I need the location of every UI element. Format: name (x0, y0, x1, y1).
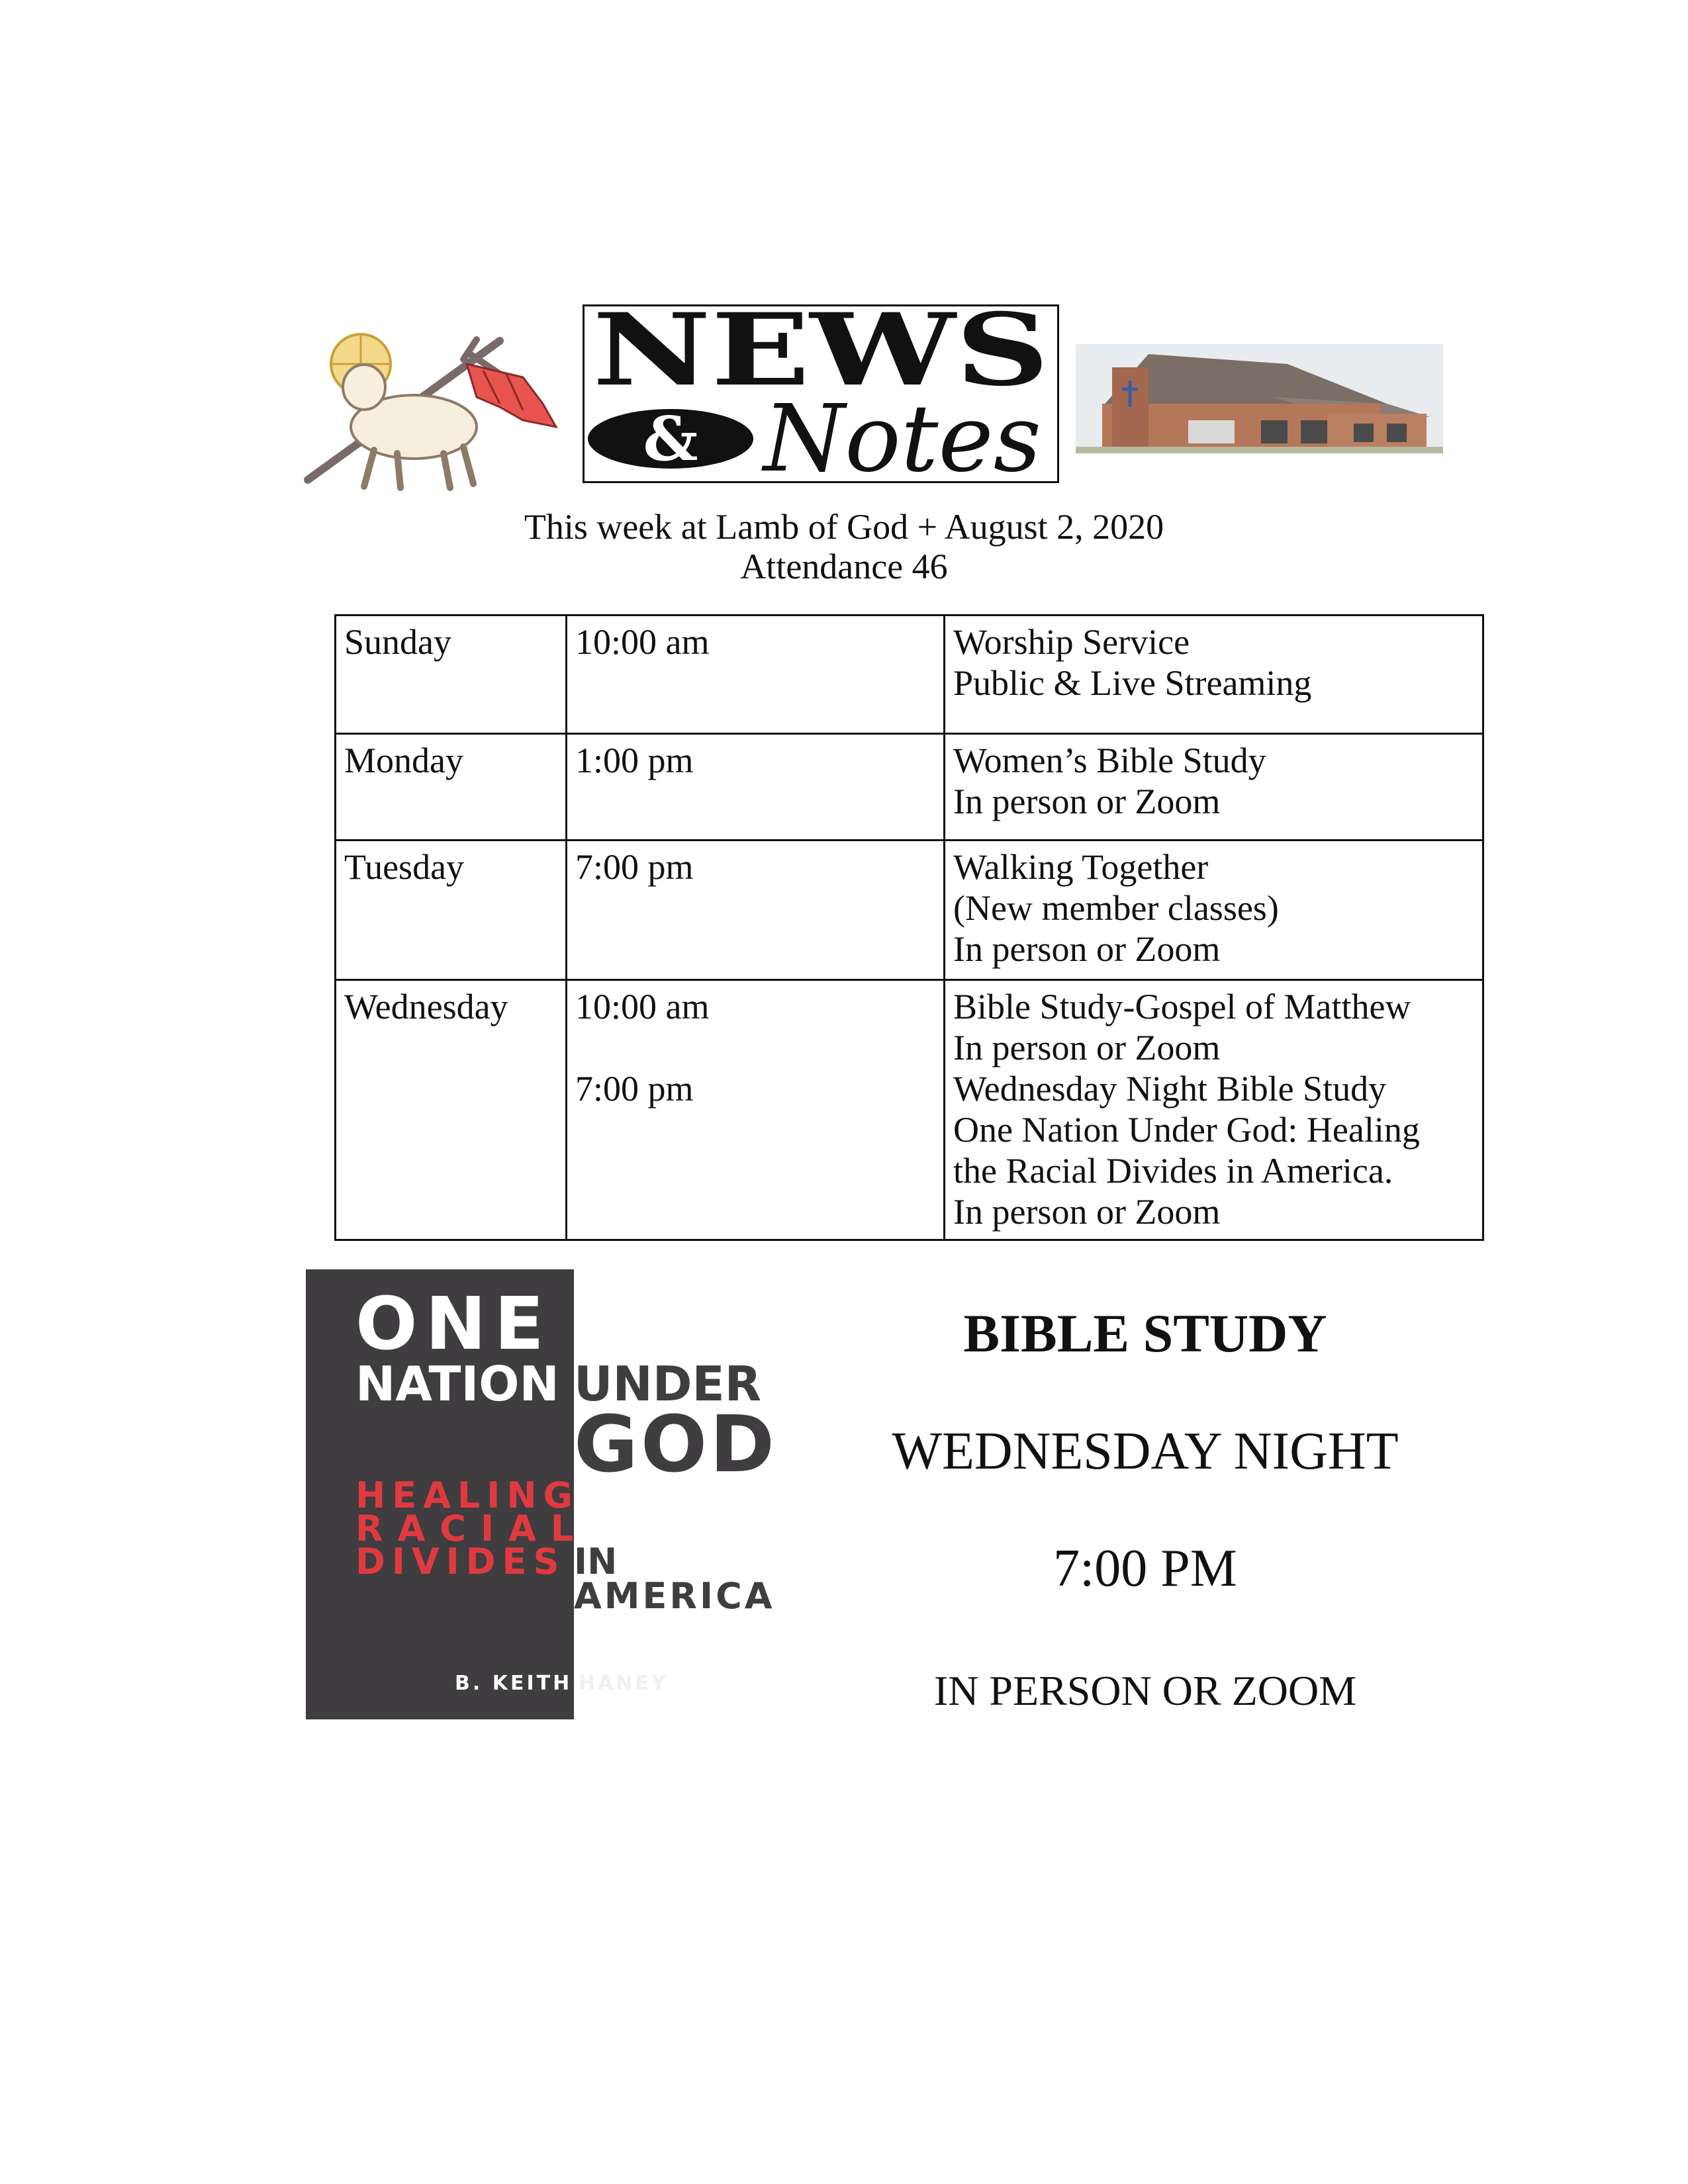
book-sub-america: AMERICA (574, 1575, 775, 1617)
event-cell (945, 841, 1483, 980)
table-row (336, 980, 1483, 1240)
book-sub-healing: HEALING (355, 1475, 579, 1516)
time-value: 7:00 pm (575, 847, 694, 887)
event-line: Worship Service (953, 622, 1190, 662)
table-row (336, 615, 1483, 734)
event-line: Women’s Bible Study (953, 741, 1266, 780)
book-title-one: ONE (355, 1281, 552, 1366)
event-cell (945, 980, 1483, 1240)
event-line: In person or Zoom (953, 929, 1221, 969)
event-line: (New member classes) (953, 888, 1279, 928)
banner-flag-icon (467, 364, 556, 427)
time-cell (567, 841, 945, 980)
day-cell: Monday (336, 734, 567, 841)
event-line: Walking Together (953, 847, 1209, 887)
event-line: Public & Live Streaming (953, 663, 1312, 703)
book-title-under: UNDER (574, 1356, 762, 1412)
time-cell (567, 980, 945, 1240)
book-sub-divides: DIVIDES (355, 1541, 566, 1582)
weekly-schedule-table (334, 614, 1484, 1241)
time-value: 10:00 am (575, 987, 710, 1026)
book-author-first: B. KEITH (455, 1672, 573, 1695)
event-line: Wednesday Night Bible Study (953, 1069, 1387, 1109)
event-cell (945, 615, 1483, 734)
event-line: In person or Zoom (953, 1192, 1221, 1232)
time-value: 10:00 am (575, 622, 710, 662)
event-line: In person or Zoom (953, 782, 1221, 821)
book-sub-racial: RACIAL (355, 1508, 588, 1549)
intro-line: This week at Lamb of God + August 2, 2020 (524, 507, 1164, 547)
attendance-line: Attendance 46 (740, 547, 948, 586)
table-row (336, 734, 1483, 841)
event-line: the Racial Divides in America. (953, 1151, 1393, 1191)
book-title-god: GOD (574, 1398, 778, 1490)
lamb-icon (343, 365, 477, 488)
news-and-notes-logo (583, 304, 1059, 483)
table-row (336, 841, 1483, 980)
logo-ampersand-text: & (643, 403, 698, 475)
promo-time: 7:00 PM (1053, 1539, 1237, 1598)
logo-notes-text: Notes (761, 385, 1041, 481)
logo-news-text: NEWS (592, 306, 1049, 408)
church-building-image (1076, 344, 1443, 453)
event-line: Bible Study-Gospel of Matthew (953, 987, 1411, 1026)
event-line: One Nation Under God: Healing (953, 1110, 1420, 1150)
event-line: In person or Zoom (953, 1028, 1221, 1068)
promo-title: BIBLE STUDY (963, 1303, 1327, 1363)
day-cell: Tuesday (336, 841, 567, 980)
lamb-of-god-image (301, 328, 559, 493)
time-cell (567, 615, 945, 734)
time-value: 1:00 pm (575, 741, 694, 780)
book-cover-image (306, 1269, 789, 1719)
day-cell: Wednesday (336, 980, 567, 1240)
time-value: 7:00 pm (575, 1069, 694, 1109)
time-cell (567, 734, 945, 841)
book-author-last: HANEY (579, 1672, 669, 1695)
event-cell (945, 734, 1483, 841)
book-sub-in: IN (574, 1541, 618, 1582)
time-spacer (575, 1027, 935, 1068)
promo-day: WEDNESDAY NIGHT (892, 1422, 1399, 1480)
book-title-nation: NATION (355, 1356, 559, 1412)
promo-mode: IN PERSON OR ZOOM (933, 1667, 1357, 1714)
day-cell: Sunday (336, 615, 567, 734)
